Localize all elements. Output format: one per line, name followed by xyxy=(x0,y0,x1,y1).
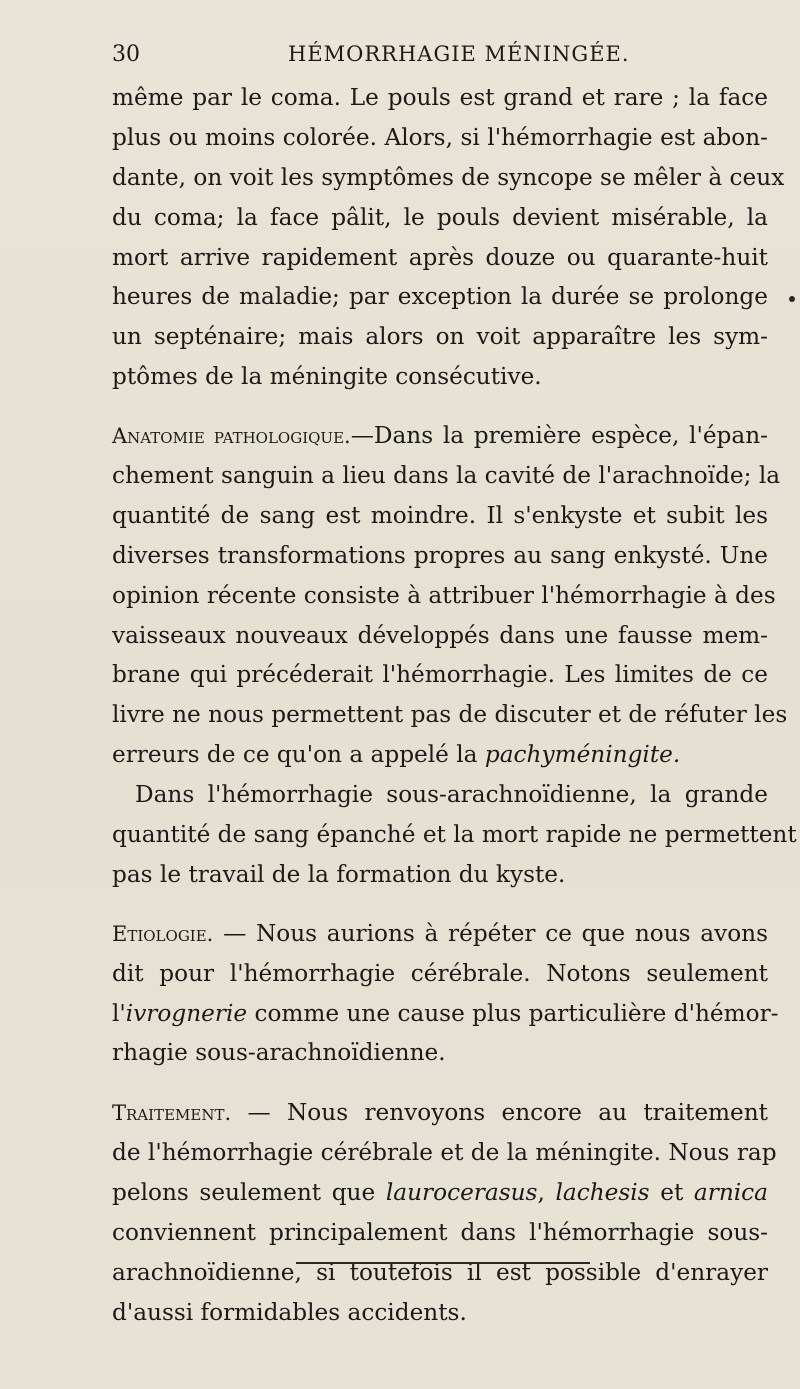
section-anatomie-pathologique xyxy=(112,416,797,895)
text-line xyxy=(112,994,779,1034)
text-line xyxy=(112,914,768,954)
text-line: livre ne nous permettent pas de discuter et de réfuter les xyxy=(112,701,788,729)
text-line: vaisseaux nouveaux développés dans une fausse mem- xyxy=(112,621,768,649)
end-rule xyxy=(296,1262,590,1264)
section-heading-etiologie: Etiologie. xyxy=(112,921,214,946)
text-line xyxy=(112,1173,768,1213)
text-line: quantité de sang épanché et la mort rapide ne permettent xyxy=(112,821,797,849)
text-run: erreurs de ce qu'on a appelé la xyxy=(112,741,485,769)
text-line: arachnoïdienne, si toutefois il est possible d'enrayer xyxy=(112,1258,768,1286)
text-line: de l'hémorrhagie cérébrale et de la méningite. Nous rap xyxy=(112,1139,777,1167)
text-line: brane qui précéderait l'hémorrhagie. Les limites de ce xyxy=(112,661,768,689)
text-line: Dans l'hémorrhagie sous-arachnoïdienne, la grande xyxy=(135,781,768,809)
text-line: rhagie sous-arachnoïdienne. xyxy=(112,1039,446,1067)
text-line: dit pour l'hémorrhagie cérébrale. Notons seulement xyxy=(112,959,768,987)
text-run: — Nous aurions à répéter ce que nous avons xyxy=(213,919,768,947)
italic-term: pachyméningite. xyxy=(484,741,681,769)
text-line: heures de maladie; par exception la durée se prolonge xyxy=(112,283,768,311)
text-line xyxy=(112,416,768,456)
text-line: un septénaire; mais alors on voit apparaître les sym- xyxy=(112,323,768,351)
text-run: , xyxy=(537,1179,556,1207)
text-line xyxy=(112,735,768,775)
page-number: 30 xyxy=(112,42,140,67)
section-traitement xyxy=(112,1093,777,1332)
text-line: pas le travail de la formation du kyste. xyxy=(112,860,566,888)
italic-term: lachesis xyxy=(555,1179,650,1207)
text-line: conviennent principalement dans l'hémorrhagie sous- xyxy=(112,1219,768,1247)
ink-speck xyxy=(789,296,795,302)
text-run: l' xyxy=(112,999,126,1027)
section-etiologie xyxy=(112,914,779,1074)
body-text xyxy=(112,78,797,1333)
text-line: quantité de sang est moindre. Il s'enkyste et subit les xyxy=(112,501,768,529)
text-run: comme une cause plus particulière d'hémor- xyxy=(247,999,779,1027)
section-heading-traitement: Traitement. xyxy=(112,1101,232,1126)
page-header xyxy=(112,42,762,72)
text-run: —Dans la première espèce, l'épan- xyxy=(350,422,768,450)
running-head: HÉMORRHAGIE MÉNINGÉE. xyxy=(288,42,630,66)
text-line: même par le coma. Le pouls est grand et rare ; la face xyxy=(112,84,768,111)
italic-term: ivrognerie xyxy=(125,999,248,1027)
italic-term: arnica xyxy=(693,1179,768,1207)
text-run: et xyxy=(649,1179,694,1207)
text-line: diverses transformations propres au sang enkysté. Une xyxy=(112,541,768,569)
italic-term: laurocerasus xyxy=(385,1179,538,1207)
text-run: — Nous renvoyons encore au traitement xyxy=(231,1099,768,1127)
text-run: pelons seulement que xyxy=(112,1179,386,1207)
text-line: opinion récente consiste à attribuer l'hémorrhagie à des xyxy=(112,581,776,609)
text-line: ptômes de la méningite consécutive. xyxy=(112,363,542,391)
text-line xyxy=(112,1093,768,1133)
paragraph-symptoms xyxy=(112,78,785,397)
text-line: mort arrive rapidement après douze ou quarante-huit xyxy=(112,243,768,271)
text-line: d'aussi formidables accidents. xyxy=(112,1298,467,1326)
text-line: plus ou moins colorée. Alors, si l'hémorrhagie est abon- xyxy=(112,123,768,151)
text-line: dante, on voit les symptômes de syncope se mêler à ceux xyxy=(112,163,785,191)
section-heading-anatomie: Anatomie pathologique. xyxy=(112,424,351,449)
text-line: du coma; la face pâlit, le pouls devient misérable, la xyxy=(112,203,768,231)
text-line: chement sanguin a lieu dans la cavité de l'arachnoïde; la xyxy=(112,462,781,490)
